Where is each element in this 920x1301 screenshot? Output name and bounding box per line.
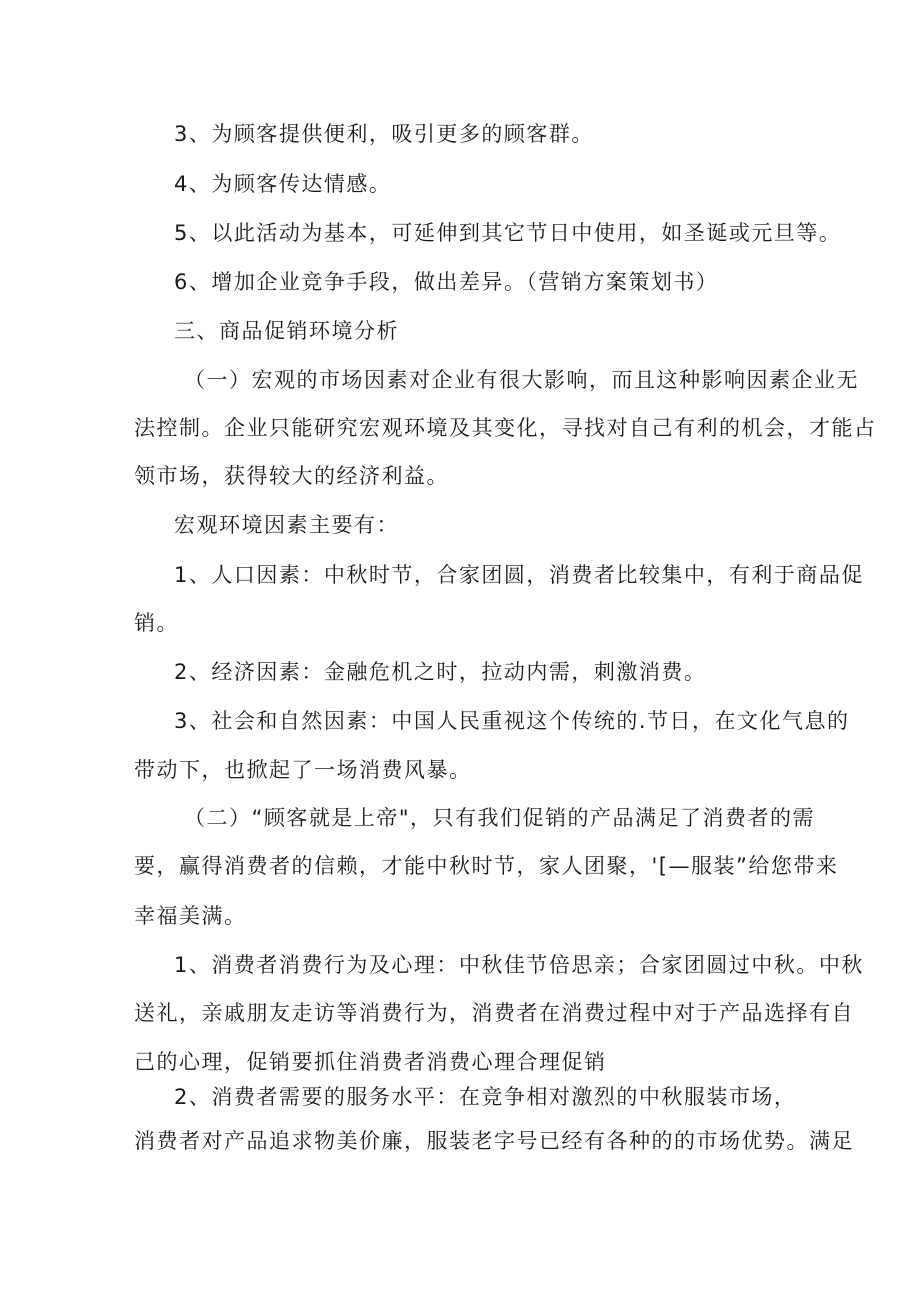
- macro-factors-heading: 宏观环境因素主要有：: [174, 513, 399, 537]
- list-item-extend-festivals: 5、以此活动为基本，可延伸到其它节日中使用，如圣诞或元旦等。: [174, 221, 842, 245]
- list-item-service-line-2: 消费者对产品追求物美价廉，服装老字号已经有各种的的市场优势。满足: [134, 1129, 854, 1153]
- paragraph-customer-line-1: （二）“顾客就是上帝"，只有我们促销的产品满足了消费者的需: [184, 806, 816, 830]
- paragraph-macro-line-3: 领市场，获得较大的经济利益。: [134, 464, 449, 488]
- list-item-convey-emotion: 4、为顾客传达情感。: [174, 172, 392, 196]
- list-item-behavior-line-1: 1、消费者消费行为及心理：中秋佳节倍思亲；合家团圆过中秋。中秋: [174, 953, 864, 977]
- list-item-population-line-2: 销。: [134, 611, 179, 635]
- paragraph-macro-line-2: 法控制。企业只能研究宏观环境及其变化，寻找对自己有利的机会，才能占: [134, 416, 877, 440]
- list-item-social-line-1: 3、社会和自然因素：中国人民重视这个传统的.节日，在文化气息的: [174, 709, 850, 733]
- list-item-social-line-2: 带动下，也掀起了一场消费风暴。: [134, 758, 472, 782]
- list-item-population-line-1: 1、人口因素：中秋时节，合家团圆，消费者比较集中，有利于商品促: [174, 563, 864, 587]
- list-item-economy: 2、经济因素：金融危机之时，拉动内需，刺激消费。: [174, 660, 707, 684]
- paragraph-customer-line-2: 要，赢得消费者的信赖，才能中秋时节，家人团聚，'[—服装”给您带来: [134, 854, 839, 878]
- list-item-competition: 6、增加企业竞争手段，做出差异。（营销方案策划书）: [174, 270, 719, 294]
- list-item-service-line-1: 2、消费者需要的服务水平：在竞争相对激烈的中秋服装市场，: [174, 1085, 797, 1109]
- section-heading-environment-analysis: 三、商品促销环境分析: [174, 319, 399, 343]
- paragraph-customer-line-3: 幸福美满。: [134, 904, 247, 928]
- paragraph-macro-line-1: （一）宏观的市场因素对企业有很大影响，而且这种影响因素企业无: [184, 368, 859, 392]
- list-item-provide-convenience: 3、为顾客提供便利，吸引更多的顾客群。: [174, 122, 594, 146]
- list-item-behavior-line-2: 送礼，亲戚朋友走访等消费行为，消费者在消费过程中对于产品选择有自: [134, 1001, 854, 1025]
- list-item-behavior-line-3: 己的心理，促销要抓住消费者消费心理合理促销: [134, 1050, 607, 1074]
